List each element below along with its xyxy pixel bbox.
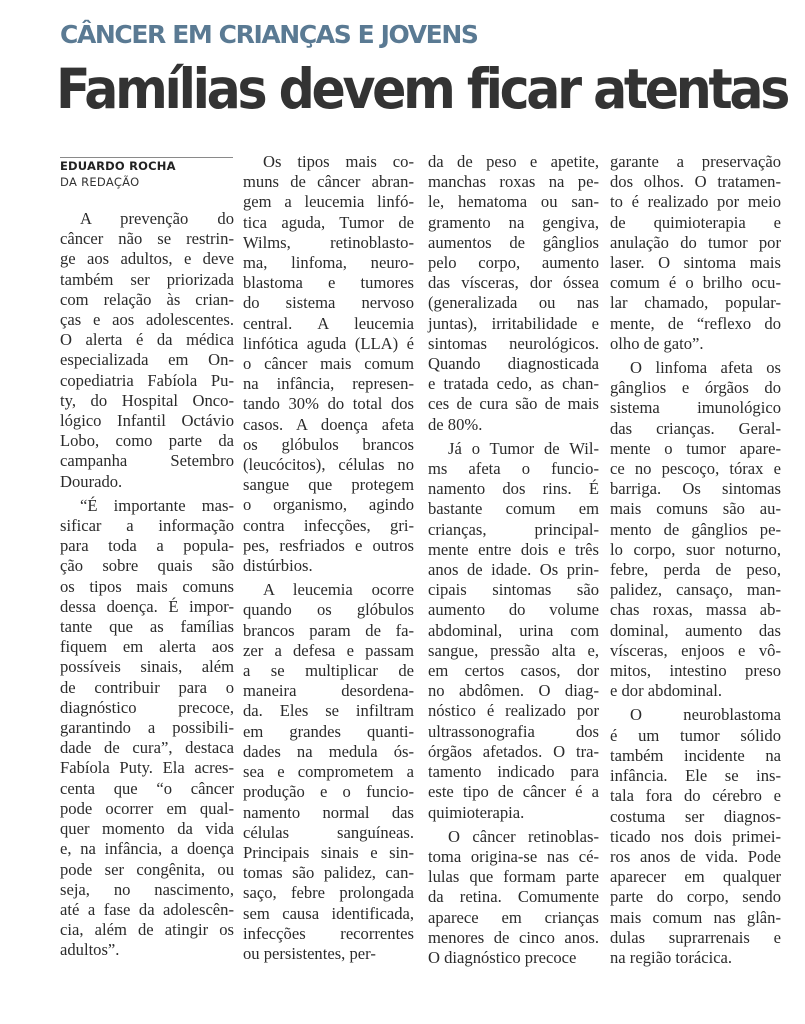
text-line: das vísceras, dor óssea [428, 273, 599, 293]
article-paragraph [610, 358, 781, 701]
text-line: cia, além de atingir os [60, 920, 234, 940]
text-line: ças e aos adolescentes. [60, 310, 234, 330]
text-line: mente entre dois e três [428, 539, 599, 559]
text-line: sintomas neurológicos. [428, 333, 599, 353]
text-line: olho de gato”. [610, 333, 704, 353]
text-line: campanha Setembro [60, 451, 234, 471]
text-line: lulas que formam parte [428, 867, 599, 887]
text-line: da de peso e apetite, [428, 152, 599, 171]
text-line: saço, febre prolongada [243, 883, 414, 903]
text-line: possíveis sinais, além [60, 657, 234, 677]
text-line: Lobo, como parte da [60, 431, 234, 451]
text-line: juntas), irritabilidade e [428, 313, 599, 333]
text-line: mento de gânglios pe- [610, 519, 781, 539]
text-line: seja, no nascimento, [60, 879, 234, 899]
text-line: na infância, represen- [243, 374, 414, 394]
text-line: gem a leucemia linfó- [243, 192, 414, 212]
text-line: cipais sintomas são [428, 580, 599, 600]
text-line: (leucócitos), células no [243, 455, 414, 475]
text-line: Já o Tumor de Wil- [448, 438, 599, 458]
text-line: contra infecções, gri- [243, 515, 414, 535]
text-line: febre, perda de peso, [610, 560, 781, 580]
text-line: tala fora do cérebro e [610, 786, 781, 806]
text-line: O linfoma afeta os [630, 358, 781, 378]
text-line: para toda a popula- [60, 536, 234, 556]
text-line: (generalizada ou nas [428, 293, 599, 313]
byline-author: EDUARDO ROCHA [60, 159, 176, 173]
text-line: Wilms, retinoblasto- [243, 232, 414, 252]
text-line: to é realizado por meio [610, 192, 781, 212]
article-paragraph [428, 827, 599, 968]
text-line: de 80%. [428, 414, 483, 434]
text-line: manchas roxas na pe- [428, 172, 599, 192]
text-line: células sanguíneas. [243, 822, 414, 842]
text-line: o organismo, agindo [243, 495, 414, 515]
text-line: aparece em crianças [428, 907, 599, 927]
text-line: até a fase da adolescên- [60, 899, 234, 919]
text-line: dos olhos. O tratamen- [610, 172, 781, 192]
text-line: “É importante mas- [80, 495, 234, 515]
text-line: casos. A doença afeta [243, 414, 414, 434]
text-line: costuma ser diagnos- [610, 806, 781, 826]
text-line: brancos param de fa- [243, 620, 414, 640]
article-paragraph [428, 439, 599, 823]
text-line: na região torácica. [610, 947, 733, 967]
text-line: laser. O sintoma mais [610, 253, 781, 273]
text-line: quando os glóbulos [243, 600, 414, 620]
text-line: em grandes quanti- [243, 721, 414, 741]
text-line: ou persistentes, per- [243, 943, 376, 963]
text-line: fiquem em alerta aos [60, 637, 234, 657]
text-line: ticado nos dois primei- [610, 826, 781, 846]
text-line: O alerta é da médica [60, 330, 234, 350]
text-line: ty, do Hospital Onco- [60, 390, 234, 410]
text-line: gânglios e órgãos do [610, 378, 781, 398]
text-line: dulas suprarrenais e [610, 927, 781, 947]
article-paragraph [610, 152, 781, 354]
article-paragraph [60, 496, 234, 961]
text-line: tomas são palidez, can- [243, 863, 414, 883]
text-line: Os tipos mais co- [263, 152, 414, 171]
text-line: dessa doença. É impor- [60, 596, 234, 616]
text-line: zer a defesa e passam [243, 640, 414, 660]
text-line: quimioterapia. [428, 802, 525, 822]
text-line: os tipos mais comuns [60, 576, 234, 596]
byline-department: DA REDAÇÃO [60, 175, 140, 189]
text-line: sangue que protegem [243, 475, 414, 495]
text-line: menores de cinco anos. [428, 927, 599, 947]
text-line: muns de câncer abran- [243, 172, 414, 192]
text-line: de contribuir para o [60, 677, 234, 697]
text-line: linfótica aguda (LLA) é [243, 333, 414, 353]
text-line: O diagnóstico precoce [428, 947, 577, 967]
text-line: chas roxas, massa ab- [610, 600, 781, 620]
article-column-3 [428, 152, 599, 968]
text-line: órgãos afetados. O tra- [428, 741, 599, 761]
article-paragraph [243, 580, 414, 964]
text-line: O neuroblastoma [630, 705, 781, 725]
text-line: Quando diagnosticada [428, 354, 599, 374]
text-line: tica aguda, Tumor de [243, 212, 414, 232]
text-line: é um tumor sólido [610, 725, 781, 745]
text-line: barriga. Os sintomas [610, 479, 781, 499]
text-line: garante a preservação [610, 152, 781, 171]
text-line: centa que “o câncer [60, 778, 234, 798]
text-line: dades na medula ós- [243, 741, 414, 761]
text-line: mente, de “reflexo do [610, 313, 781, 333]
text-line: A leucemia ocorre [263, 580, 414, 600]
text-line: comum é o brilho ocu- [610, 273, 781, 293]
text-line: dominal, aumento das [610, 620, 781, 640]
text-line: aparecer em qualquer [610, 867, 781, 887]
text-line: e, na infância, a doença [60, 839, 234, 859]
text-line: a se multiplicar de [243, 661, 414, 681]
text-line: e tratada cedo, as chan- [428, 374, 599, 394]
text-line: garantindo a possibili- [60, 718, 234, 738]
text-line: infecções recorrentes [243, 923, 414, 943]
text-line: ultrassonografia dos [428, 721, 599, 741]
text-line: parte do corpo, sendo [610, 887, 781, 907]
text-line: pode ser congênita, ou [60, 859, 234, 879]
text-line: anos de idade. Os prin- [428, 560, 599, 580]
text-line: mitos, intestino preso [610, 661, 781, 681]
text-line: sificar a informação [60, 516, 234, 536]
text-line: Dourado. [60, 471, 123, 491]
text-line: ção sobre quais são [60, 556, 234, 576]
article-headline: Famílias devem ficar atentas [56, 57, 788, 121]
text-line: ces de cura são de mais [428, 394, 599, 414]
text-line: infância. Ele se ins- [610, 766, 781, 786]
article-kicker: CÂNCER EM CRIANÇAS E JOVENS [60, 20, 478, 49]
text-line: ce no pescoço, tórax e [610, 459, 781, 479]
text-line: nóstico é realizado por [428, 701, 599, 721]
text-line: aumento do volume [428, 600, 599, 620]
text-line: central. A leucemia [243, 313, 414, 333]
text-line: Fabíola Puty. Ela acres- [60, 758, 234, 778]
text-line: do sistema nervoso [243, 293, 414, 313]
text-line: anulação do tumor por [610, 232, 781, 252]
text-line: distúrbios. [243, 556, 313, 576]
text-line: produção e o funcio- [243, 782, 414, 802]
text-line: mais comum nas glân- [610, 907, 781, 927]
text-line: sem causa identificada, [243, 903, 414, 923]
text-line: ma, linfoma, neuro- [243, 253, 414, 273]
text-line: no abdômen. O diag- [428, 681, 599, 701]
text-line: quer momento da vida [60, 819, 234, 839]
text-line: crianças, principal- [428, 519, 599, 539]
article-paragraph [428, 152, 599, 435]
text-line: mente o tumor apare- [610, 438, 781, 458]
text-line: com relação às crian- [60, 289, 234, 309]
text-line: especializada em On- [60, 350, 234, 370]
text-line: aumentos de gânglios [428, 232, 599, 252]
text-line: das crianças. Geral- [610, 418, 781, 438]
text-line: e dor abdominal. [610, 681, 722, 701]
text-line: tante que as famílias [60, 617, 234, 637]
text-line: abdominal, urina com [428, 620, 599, 640]
text-line: também ser priorizada [60, 269, 234, 289]
text-line: da retina. Comumente [428, 887, 599, 907]
article-paragraph [610, 705, 781, 968]
text-line: lógico Infantil Octávio [60, 411, 234, 431]
article-column-2 [243, 152, 414, 964]
text-line: namento dos rins. É [428, 479, 599, 499]
text-line: namento normal das [243, 802, 414, 822]
text-line: de quimioterapia e [610, 212, 781, 232]
text-line: sistema imunológico [610, 398, 781, 418]
text-line: tamento indicado para [428, 762, 599, 782]
text-line: blastoma e tumores [243, 273, 414, 293]
text-line: copediatria Fabíola Pu- [60, 370, 234, 390]
text-line: este tipo de câncer é a [428, 782, 599, 802]
text-line: gramento na gengiva, [428, 212, 599, 232]
text-line: vísceras, enjoos e vô- [610, 640, 781, 660]
text-line: também incidente na [610, 745, 781, 765]
text-line: pode ocorrer em qual- [60, 798, 234, 818]
text-line: le, hematoma ou san- [428, 192, 599, 212]
text-line: pes, resfriados e outros [243, 535, 414, 555]
text-line: adultos”. [60, 940, 120, 960]
text-line: mais comuns são au- [610, 499, 781, 519]
article-paragraph [243, 152, 414, 576]
article-column-4 [610, 152, 781, 968]
text-line: A prevenção do [80, 209, 234, 228]
text-line: bastante comum em [428, 499, 599, 519]
text-line: dade de cura”, destaca [60, 738, 234, 758]
text-line: palidez, cansaço, man- [610, 580, 781, 600]
text-line: o câncer mais comum [243, 354, 414, 374]
text-line: maneira desordena- [243, 681, 414, 701]
text-line: ge aos adultos, e deve [60, 249, 234, 269]
text-line: tando 30% do total dos [243, 394, 414, 414]
text-line: ros anos de vida. Pode [610, 846, 781, 866]
text-line: os glóbulos brancos [243, 434, 414, 454]
text-line: sea e comprometem a [243, 762, 414, 782]
text-line: da. Eles se infiltram [243, 701, 414, 721]
article-column-1 [60, 209, 234, 961]
byline-divider [60, 157, 233, 158]
text-line: pelo corpo, aumento [428, 253, 599, 273]
text-line: toma origina-se nas cé- [428, 846, 599, 866]
text-line: O câncer retinoblas- [448, 826, 599, 846]
text-line: Principais sinais e sin- [243, 842, 414, 862]
article-paragraph [60, 209, 234, 492]
text-line: sangue, pressão alta e, [428, 640, 599, 660]
text-line: lar chamado, popular- [610, 293, 781, 313]
text-line: em certos casos, dor [428, 661, 599, 681]
text-line: lo corpo, suor noturno, [610, 539, 781, 559]
text-line: ms afeta o funcio- [428, 459, 599, 479]
text-line: diagnóstico precoce, [60, 697, 234, 717]
text-line: câncer não se restrin- [60, 229, 234, 249]
